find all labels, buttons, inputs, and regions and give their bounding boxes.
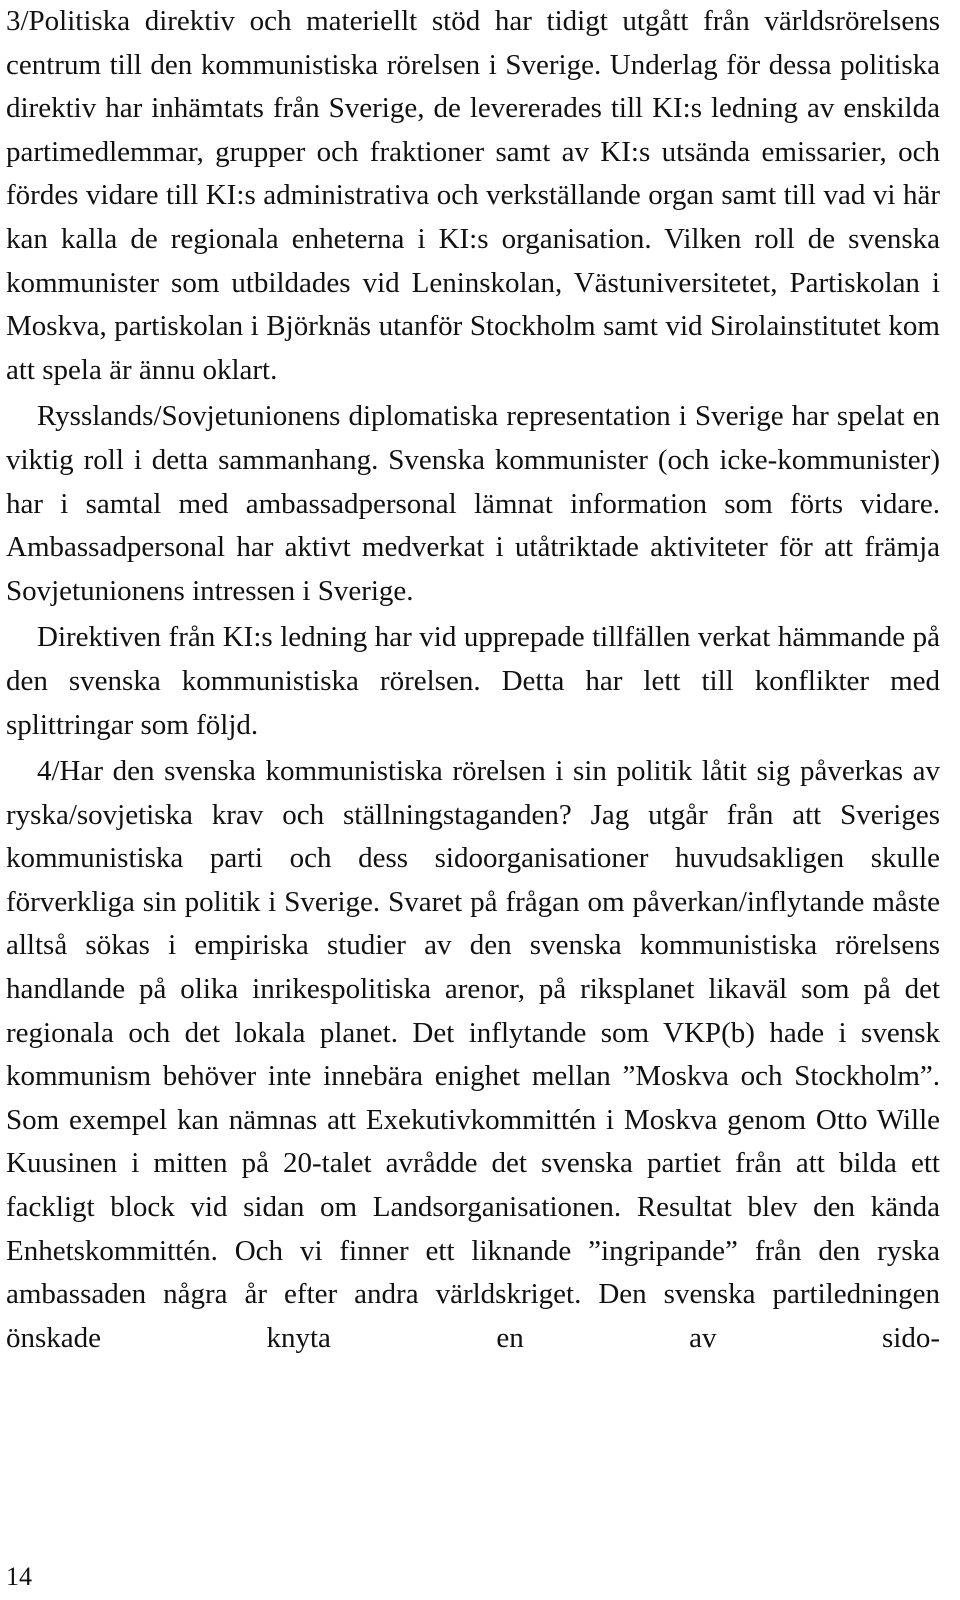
paragraph-directives: 3/Politiska direktiv och materiellt stöd har tidigt utgått från världsrörelsens centrum till den kommunistiska rörelsen i Sverige. Underlag för dessa politiska direktiv har inhämtats från Sverige, de levererades till KI:s ledning av enskilda partimedlemmar, grupper och fraktioner samt av KI:s utsända emissarier, och fördes vidare till KI:s administrativa och verkställande organ samt till vad vi här kan kalla de regionala enheterna i KI:s organisation. Vilken roll de svenska kommunister som utbildades vid Leninskolan, Västuniversitetet, Partiskolan i Moskva, partiskolan i Björknäs utanför Stockholm samt vid Sirolainstitutet kom att spela är ännu oklart. [6,5,940,386]
paragraph-diplomatic-representation: Rysslands/Sovjetunionens diplomatiska representation i Sverige har spelat en viktig roll i detta sammanhang. Svenska kommunister (och icke-kommunister) har i samtal med ambassadpersonal lämnat information som förts vidare. Ambassadpersonal har aktivt medverkat i utåtriktade aktiviteter för att främja Sovjetunionens intressen i Sverige. [6,400,940,607]
paragraph-influence: 4/Har den svenska kommunistiska rörelsen i sin politik låtit sig påverkas av ryska/sovjetiska krav och ställningstaganden? Jag utgår från att Sveriges kommunistiska parti och dess sidoorganisationer huvudsakligen skulle förverkliga sin politik i Sverige. Svaret på frågan om påverkan/inflytande måste alltså sökas i empiriska studier av den svenska kommunistiska rörelsens handlande på olika inrikespolitiska arenor, på riksplanet likaväl som på det regionala och det lokala planet. Det inflytande som VKP(b) hade i svensk kommunism behöver inte innebära enighet mellan ”Moskva och Stockholm”. Som exempel kan nämnas att Exekutivkommittén i Moskva genom Otto Wille Kuusinen i mitten på 20-talet avrådde det svenska partiet från att bilda ett fackligt block vid sidan om Landsorganisationen. Resultat blev den kända Enhetskommittén. Och vi finner ett liknande ”ingripande” från den ryska ambassaden några år efter andra världskriget. Den svenska partiledningen önskade knyta en av sido- [6,755,940,1354]
paragraph-ki-directives: Direktiven från KI:s ledning har vid upprepade tillfällen verkat hämmande på den svenska kommunistiska rörelsen. Detta har lett till konflikter med splittringar som följd. [6,621,940,741]
page-number: 14 [6,1562,32,1591]
body-text [6,0,940,1363]
